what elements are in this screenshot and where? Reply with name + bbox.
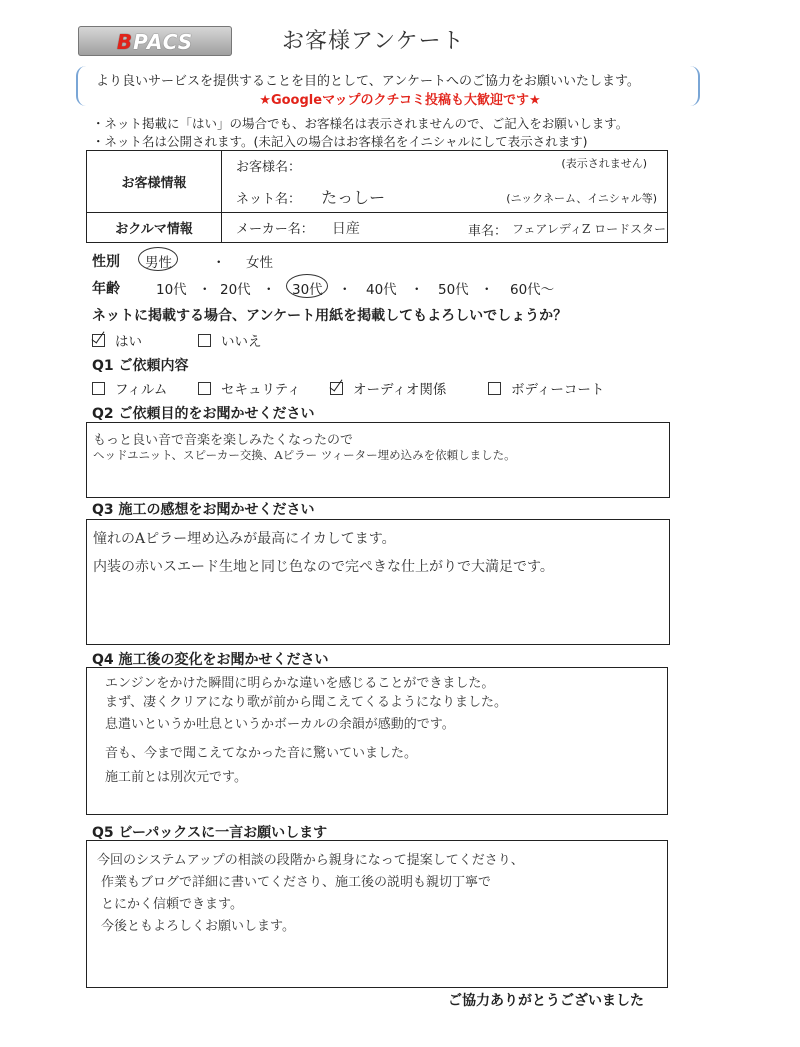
q5-answer-box[interactable] <box>86 840 668 988</box>
publish-yes-checkbox[interactable] <box>92 334 105 347</box>
net-name-note: (ニックネーム、イニシャル等) <box>506 191 657 205</box>
note-netname: ・ネット名は公開されます。(未記入の場合はお客様名をイニシャルにして表示されます) <box>92 134 588 149</box>
q4-answer-box[interactable] <box>86 667 668 815</box>
google-review-banner: ★Googleマップのクチコミ投稿も大歓迎です★ <box>259 93 541 108</box>
q1-option-bodycoat[interactable]: ボディーコート <box>488 378 604 398</box>
q3-answer-line: 内装の赤いスエード生地と同じ色なので完ぺきな仕上がりで大満足です。 <box>93 559 554 575</box>
net-name-cell[interactable] <box>222 181 668 213</box>
customer-name-note: (表示されません) <box>561 157 647 170</box>
q5-answer-line: 作業もブログで詳細に書いてくださり、施工後の説明も親切丁寧で <box>101 875 492 890</box>
age-label: 年齢 <box>92 281 120 297</box>
bpacs-logo: BPACS <box>78 26 232 56</box>
customer-name-label: お客様名： <box>236 160 302 176</box>
age-selected-circle <box>286 274 328 298</box>
model-label: 車名： <box>468 224 508 239</box>
q5-answer-line: 今後ともよろしくお願いします。 <box>101 919 295 934</box>
car-info-cell[interactable] <box>222 213 668 243</box>
q5-answer-line: 今回のシステムアップの相談の段階から親身になって提案してくださり、 <box>97 853 524 868</box>
q5-title: Q5 ビーパックスに一言お願いします <box>92 825 328 841</box>
publish-question: ネットに掲載する場合、アンケート用紙を掲載してもよろしいでしょうか？ <box>92 308 568 324</box>
q1-option-film[interactable]: フィルム <box>92 378 167 398</box>
age-option-20s[interactable]: 20代 <box>220 282 251 298</box>
gender-selected-circle <box>138 247 178 271</box>
customer-info-header: お客様情報 <box>87 151 222 213</box>
q4-answer-line: エンジンをかけた瞬間に明らかな違いを感じることができました。 <box>105 676 495 691</box>
car-info-header: おクルマ情報 <box>87 213 222 243</box>
q1-option-security[interactable]: セキュリティ <box>198 378 301 398</box>
publish-yes[interactable]: はい <box>92 330 142 350</box>
q1-bodycoat-checkbox[interactable] <box>488 382 501 395</box>
q1-audio-checkbox[interactable] <box>330 382 343 395</box>
age-option-30s[interactable]: 30代 <box>292 282 323 298</box>
note-publish: ・ネット掲載に「はい」の場合でも、お客様名は表示されませんので、ご記入をお願いします。 <box>92 116 629 131</box>
publish-no[interactable]: いいえ <box>198 330 262 350</box>
q2-title: Q2 ご依頼目的をお聞かせください <box>92 406 315 422</box>
maker-label: メーカー名： <box>236 221 314 237</box>
age-option-40s[interactable]: 40代 <box>366 282 397 298</box>
q2-answer-line: ヘッドユニット、スピーカー交換、Aピラー ツィーター埋め込みを依頼しました。 <box>93 448 516 462</box>
maker-value: 日産 <box>331 220 360 237</box>
age-option-50s[interactable]: 50代 <box>438 282 469 298</box>
q1-option-audio[interactable]: オーディオ関係 <box>330 378 446 398</box>
q1-film-checkbox[interactable] <box>92 382 105 395</box>
q4-answer-line: 施工前とは別次元です。 <box>105 770 247 785</box>
q1-security-checkbox[interactable] <box>198 382 211 395</box>
customer-name-cell[interactable] <box>222 151 668 181</box>
net-name-value: たっしー <box>321 187 386 207</box>
q4-answer-line: 音も、今まで聞こえてなかった音に驚いていました。 <box>105 746 418 761</box>
net-name-label: ネット名： <box>236 191 302 207</box>
q5-answer-line: とにかく信頼できます。 <box>101 897 243 912</box>
thank-you-footer: ご協力ありがとうございました <box>448 993 644 1009</box>
q1-title: Q1 ご依頼内容 <box>92 358 189 374</box>
gender-option-male[interactable]: 男性 <box>145 255 172 271</box>
page-title: お客様アンケート <box>282 29 465 54</box>
gender-option-female[interactable]: 女性 <box>246 255 273 271</box>
q4-answer-line: まず、凄くクリアになり歌が前から聞こえてくるようになりました。 <box>105 695 507 710</box>
customer-info-table <box>86 150 668 243</box>
publish-no-checkbox[interactable] <box>198 334 211 347</box>
age-option-60s[interactable]: 60代〜 <box>510 282 555 298</box>
q4-title: Q4 施工後の変化をお聞かせください <box>92 652 329 668</box>
gender-label: 性別 <box>92 254 120 270</box>
q3-answer-box[interactable] <box>86 519 670 645</box>
q2-answer-box[interactable] <box>86 422 670 498</box>
q3-answer-line: 憧れのAピラー埋め込みが最高にイカしてます。 <box>93 531 396 547</box>
q4-answer-line: 息遣いというか吐息というかボーカルの余韻が感動的です。 <box>105 717 455 732</box>
intro-text: より良いサービスを提供することを目的として、アンケートへのご協力をお願いいたします。 <box>96 74 640 89</box>
model-value: フェアレディZ ロードスター <box>512 222 666 236</box>
age-option-10s[interactable]: 10代 <box>156 282 187 298</box>
q3-title: Q3 施工の感想をお聞かせください <box>92 502 315 518</box>
q2-answer-line: もっと良い音で音楽を楽しみたくなったので <box>93 433 354 448</box>
